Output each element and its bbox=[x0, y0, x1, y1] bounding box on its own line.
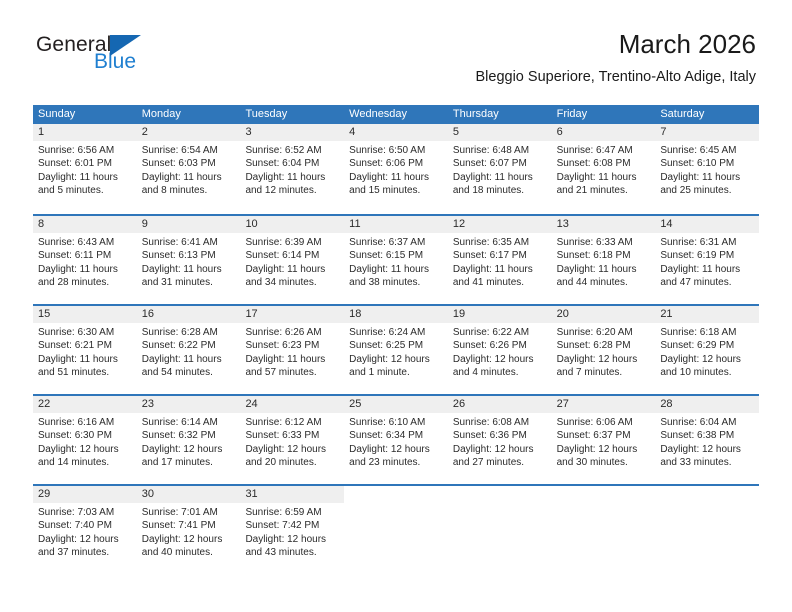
sunrise-text: Sunrise: 6:22 AM bbox=[452, 327, 530, 338]
calendar-day-cell[interactable] bbox=[33, 124, 137, 205]
daylight-text-line2: and 12 minutes. bbox=[245, 184, 317, 196]
day-number: 10 bbox=[240, 216, 344, 233]
daylight-text-line1: Daylight: 11 hours bbox=[660, 263, 741, 275]
day-cell-inner bbox=[552, 306, 656, 385]
day-number: 13 bbox=[552, 216, 656, 233]
day-number: 14 bbox=[655, 216, 759, 233]
day-details bbox=[240, 233, 344, 289]
daylight-text-line1: Daylight: 11 hours bbox=[556, 263, 637, 275]
day-details bbox=[344, 323, 448, 379]
day-details bbox=[552, 323, 656, 379]
day-cell-inner bbox=[240, 124, 344, 205]
day-details bbox=[655, 141, 759, 197]
sunrise-text: Sunrise: 6:30 AM bbox=[38, 327, 115, 338]
day-details bbox=[448, 323, 552, 379]
day-cell-inner bbox=[33, 486, 137, 565]
day-number: 27 bbox=[552, 396, 656, 413]
daylight-text-line1: Daylight: 11 hours bbox=[38, 263, 118, 275]
daylight-text-line1: Daylight: 11 hours bbox=[141, 263, 222, 275]
calendar-day-cell[interactable] bbox=[655, 216, 759, 295]
daylight-text-line2: and 54 minutes. bbox=[141, 366, 213, 378]
day-number bbox=[552, 486, 656, 503]
day-number: 8 bbox=[33, 216, 137, 233]
daylight-text-line2: and 23 minutes. bbox=[349, 456, 421, 468]
calendar-day-cell[interactable] bbox=[344, 216, 448, 295]
daylight-text-line1: Daylight: 12 hours bbox=[245, 533, 327, 545]
general-blue-logo bbox=[36, 34, 141, 73]
day-cell-inner bbox=[240, 216, 344, 295]
calendar-day-cell[interactable] bbox=[137, 216, 241, 295]
daylight-text-line2: and 31 minutes. bbox=[141, 276, 213, 288]
sunrise-text: Sunrise: 6:54 AM bbox=[141, 145, 218, 156]
daylight-text-line1: Daylight: 11 hours bbox=[141, 171, 222, 183]
location-subtitle: Bleggio Superiore, Trentino-Alto Adige, Italy bbox=[475, 68, 756, 85]
day-details bbox=[552, 413, 656, 469]
sunset-text: Sunset: 6:25 PM bbox=[349, 340, 424, 352]
calendar-day-cell[interactable] bbox=[344, 396, 448, 475]
daylight-text-line2: and 8 minutes. bbox=[141, 184, 208, 196]
calendar-week-row bbox=[33, 484, 759, 565]
daylight-text-line2: and 27 minutes. bbox=[452, 456, 525, 468]
day-details bbox=[240, 413, 344, 469]
day-cell-inner bbox=[344, 216, 448, 295]
sunrise-text: Sunrise: 6:04 AM bbox=[660, 417, 737, 428]
day-number bbox=[655, 486, 759, 503]
sunrise-text: Sunrise: 7:01 AM bbox=[141, 507, 218, 518]
daylight-text-line2: and 40 minutes. bbox=[141, 546, 213, 558]
sunset-text: Sunset: 6:18 PM bbox=[556, 250, 631, 262]
day-number: 31 bbox=[240, 486, 344, 503]
day-cell-inner bbox=[33, 306, 137, 385]
daylight-text-line2: and 34 minutes. bbox=[245, 276, 317, 288]
day-details bbox=[655, 233, 759, 289]
sunset-text: Sunset: 6:11 PM bbox=[38, 250, 112, 262]
day-number: 12 bbox=[448, 216, 552, 233]
sunrise-text: Sunrise: 6:37 AM bbox=[349, 237, 426, 248]
daylight-text-line2: and 44 minutes. bbox=[556, 276, 628, 288]
calendar-day-cell[interactable] bbox=[552, 306, 656, 385]
day-details bbox=[33, 503, 137, 559]
weekday-header-monday: Monday bbox=[141, 108, 181, 120]
day-cell-inner bbox=[552, 486, 656, 565]
sunrise-text: Sunrise: 6:12 AM bbox=[245, 417, 322, 428]
sunrise-text: Sunrise: 6:20 AM bbox=[556, 327, 633, 338]
sunset-text: Sunset: 6:03 PM bbox=[141, 158, 216, 170]
sunset-text: Sunset: 6:32 PM bbox=[141, 430, 216, 442]
day-details bbox=[552, 141, 656, 197]
sunrise-text: Sunrise: 6:31 AM bbox=[660, 237, 737, 248]
day-number: 5 bbox=[448, 124, 552, 141]
day-details bbox=[344, 413, 448, 469]
sunset-text: Sunset: 6:13 PM bbox=[141, 250, 216, 262]
daylight-text-line1: Daylight: 11 hours bbox=[245, 353, 326, 365]
day-cell-inner bbox=[344, 486, 448, 565]
calendar-day-cell[interactable] bbox=[137, 306, 241, 385]
sunrise-text: Sunrise: 6:16 AM bbox=[38, 417, 115, 428]
day-details bbox=[448, 413, 552, 469]
day-cell-inner bbox=[448, 486, 552, 565]
day-cell-inner bbox=[240, 396, 344, 475]
daylight-text-line2: and 1 minute. bbox=[349, 366, 410, 378]
day-details bbox=[137, 503, 241, 559]
calendar-day-cell[interactable] bbox=[655, 306, 759, 385]
daylight-text-line2: and 4 minutes. bbox=[452, 366, 519, 378]
sunrise-text: Sunrise: 6:06 AM bbox=[556, 417, 633, 428]
day-cell-inner bbox=[240, 306, 344, 385]
calendar-header-row bbox=[33, 105, 759, 124]
day-cell-inner bbox=[655, 124, 759, 205]
day-number: 3 bbox=[240, 124, 344, 141]
day-cell-inner bbox=[344, 306, 448, 385]
calendar-week-row bbox=[33, 124, 759, 205]
calendar-day-cell[interactable] bbox=[33, 216, 137, 295]
calendar-day-cell[interactable] bbox=[240, 486, 344, 565]
day-number: 21 bbox=[655, 306, 759, 323]
day-cell-inner bbox=[655, 306, 759, 385]
daylight-text-line1: Daylight: 11 hours bbox=[349, 171, 430, 183]
sunset-text: Sunset: 6:28 PM bbox=[556, 340, 631, 352]
day-number bbox=[448, 486, 552, 503]
daylight-text-line2: and 43 minutes. bbox=[245, 546, 317, 558]
calendar-day-cell[interactable] bbox=[240, 216, 344, 295]
daylight-text-line2: and 47 minutes. bbox=[660, 276, 732, 288]
day-cell-inner bbox=[344, 396, 448, 475]
sunset-text: Sunset: 6:19 PM bbox=[660, 250, 735, 262]
sunrise-text: Sunrise: 6:33 AM bbox=[556, 237, 633, 248]
sunset-text: Sunset: 6:04 PM bbox=[245, 158, 320, 170]
weekday-header-sunday: Sunday bbox=[38, 108, 76, 120]
daylight-text-line1: Daylight: 12 hours bbox=[660, 353, 741, 365]
daylight-text-line1: Daylight: 11 hours bbox=[141, 353, 222, 365]
day-cell-inner bbox=[655, 396, 759, 475]
sunrise-text: Sunrise: 6:26 AM bbox=[245, 327, 322, 338]
day-cell-inner bbox=[137, 486, 241, 565]
sunrise-text: Sunrise: 6:35 AM bbox=[452, 237, 530, 248]
daylight-text-line2: and 51 minutes. bbox=[38, 366, 110, 378]
daylight-text-line1: Daylight: 11 hours bbox=[452, 263, 533, 275]
daylight-text-line1: Daylight: 11 hours bbox=[349, 263, 430, 275]
sunrise-text: Sunrise: 6:10 AM bbox=[349, 417, 426, 428]
day-number: 1 bbox=[33, 124, 137, 141]
calendar-day-cell-empty bbox=[344, 486, 448, 565]
day-cell-inner bbox=[448, 396, 552, 475]
daylight-text-line2: and 17 minutes. bbox=[141, 456, 213, 468]
daylight-text-line2: and 18 minutes. bbox=[452, 184, 525, 196]
sunset-text: Sunset: 6:15 PM bbox=[349, 250, 424, 262]
sunrise-text: Sunrise: 6:08 AM bbox=[452, 417, 530, 428]
calendar-day-cell[interactable] bbox=[33, 306, 137, 385]
calendar-week-row bbox=[33, 214, 759, 295]
day-number: 9 bbox=[137, 216, 241, 233]
day-cell-inner bbox=[552, 396, 656, 475]
daylight-text-line1: Daylight: 12 hours bbox=[452, 443, 534, 455]
daylight-text-line2: and 14 minutes. bbox=[38, 456, 110, 468]
calendar-table bbox=[33, 105, 759, 565]
day-number: 4 bbox=[344, 124, 448, 141]
daylight-text-line2: and 25 minutes. bbox=[660, 184, 732, 196]
day-cell-inner bbox=[655, 216, 759, 295]
calendar-day-cell[interactable] bbox=[137, 124, 241, 205]
day-cell-inner bbox=[240, 486, 344, 565]
weekday-header-saturday: Saturday bbox=[660, 108, 705, 120]
day-details bbox=[33, 413, 137, 469]
day-details bbox=[655, 413, 759, 469]
calendar-day-cell[interactable] bbox=[344, 306, 448, 385]
day-details bbox=[344, 141, 448, 197]
day-number: 18 bbox=[344, 306, 448, 323]
sunrise-text: Sunrise: 6:48 AM bbox=[452, 145, 530, 156]
sunset-text: Sunset: 6:37 PM bbox=[556, 430, 631, 442]
calendar-day-cell[interactable] bbox=[33, 396, 137, 475]
calendar-day-cell[interactable] bbox=[655, 124, 759, 205]
sunset-text: Sunset: 6:36 PM bbox=[452, 430, 527, 442]
day-number: 30 bbox=[137, 486, 241, 503]
day-number: 22 bbox=[33, 396, 137, 413]
day-number: 26 bbox=[448, 396, 552, 413]
daylight-text-line2: and 21 minutes. bbox=[556, 184, 628, 196]
sunset-text: Sunset: 6:21 PM bbox=[38, 340, 112, 352]
daylight-text-line1: Daylight: 12 hours bbox=[556, 443, 638, 455]
daylight-text-line1: Daylight: 11 hours bbox=[38, 171, 118, 183]
day-details bbox=[33, 233, 137, 289]
day-number: 23 bbox=[137, 396, 241, 413]
day-details bbox=[552, 503, 656, 506]
day-details bbox=[448, 233, 552, 289]
sunrise-text: Sunrise: 6:43 AM bbox=[38, 237, 115, 248]
daylight-text-line1: Daylight: 11 hours bbox=[38, 353, 118, 365]
calendar-day-cell[interactable] bbox=[137, 486, 241, 565]
daylight-text-line1: Daylight: 12 hours bbox=[349, 443, 430, 455]
calendar-day-cell[interactable] bbox=[552, 124, 656, 205]
daylight-text-line2: and 10 minutes. bbox=[660, 366, 732, 378]
day-cell-inner bbox=[137, 124, 241, 205]
day-cell-inner bbox=[137, 306, 241, 385]
calendar-day-cell[interactable] bbox=[137, 396, 241, 475]
sunrise-text: Sunrise: 6:14 AM bbox=[141, 417, 218, 428]
calendar-week-row bbox=[33, 394, 759, 475]
triangle-flag-icon bbox=[110, 35, 141, 56]
day-number: 7 bbox=[655, 124, 759, 141]
weekday-header-tuesday: Tuesday bbox=[245, 108, 288, 120]
day-cell-inner bbox=[137, 396, 241, 475]
day-details bbox=[137, 141, 241, 197]
day-details bbox=[344, 503, 448, 506]
daylight-text-line1: Daylight: 12 hours bbox=[141, 533, 223, 545]
day-cell-inner bbox=[552, 124, 656, 205]
sunset-text: Sunset: 6:07 PM bbox=[452, 158, 527, 170]
sunrise-text: Sunrise: 6:24 AM bbox=[349, 327, 426, 338]
sunset-text: Sunset: 6:08 PM bbox=[556, 158, 631, 170]
day-cell-inner bbox=[33, 124, 137, 205]
calendar-day-cell-empty bbox=[448, 486, 552, 565]
weekday-header-wednesday: Wednesday bbox=[349, 108, 408, 120]
daylight-text-line1: Daylight: 12 hours bbox=[38, 533, 119, 545]
sunrise-text: Sunrise: 6:47 AM bbox=[556, 145, 633, 156]
calendar-day-cell[interactable] bbox=[448, 124, 552, 205]
day-cell-inner bbox=[655, 486, 759, 565]
day-details bbox=[33, 323, 137, 379]
weekday-header-thursday: Thursday bbox=[452, 108, 499, 120]
sunrise-text: Sunrise: 6:41 AM bbox=[141, 237, 218, 248]
day-cell-inner bbox=[33, 396, 137, 475]
day-number: 15 bbox=[33, 306, 137, 323]
daylight-text-line1: Daylight: 11 hours bbox=[452, 171, 533, 183]
sunrise-text: Sunrise: 6:56 AM bbox=[38, 145, 115, 156]
sunset-text: Sunset: 7:40 PM bbox=[38, 520, 112, 532]
daylight-text-line1: Daylight: 11 hours bbox=[556, 171, 637, 183]
day-details bbox=[240, 503, 344, 559]
daylight-text-line1: Daylight: 12 hours bbox=[141, 443, 223, 455]
sunset-text: Sunset: 6:33 PM bbox=[245, 430, 320, 442]
logo-text-general: General bbox=[36, 33, 112, 56]
daylight-text-line2: and 20 minutes. bbox=[245, 456, 317, 468]
day-details bbox=[448, 141, 552, 197]
sunrise-text: Sunrise: 6:59 AM bbox=[245, 507, 322, 518]
daylight-text-line1: Daylight: 12 hours bbox=[245, 443, 327, 455]
sunset-text: Sunset: 7:41 PM bbox=[141, 520, 216, 532]
calendar-day-cell[interactable] bbox=[240, 396, 344, 475]
calendar-day-cell[interactable] bbox=[448, 216, 552, 295]
day-cell-inner bbox=[448, 306, 552, 385]
calendar-day-cell-empty bbox=[552, 486, 656, 565]
calendar-day-cell[interactable] bbox=[552, 396, 656, 475]
daylight-text-line2: and 57 minutes. bbox=[245, 366, 317, 378]
daylight-text-line2: and 33 minutes. bbox=[660, 456, 732, 468]
calendar-day-cell[interactable] bbox=[655, 396, 759, 475]
sunset-text: Sunset: 6:29 PM bbox=[660, 340, 735, 352]
daylight-text-line2: and 41 minutes. bbox=[452, 276, 525, 288]
title-block bbox=[476, 30, 757, 86]
day-cell-inner bbox=[33, 216, 137, 295]
sunrise-text: Sunrise: 6:52 AM bbox=[245, 145, 322, 156]
day-details bbox=[137, 413, 241, 469]
logo-text-blue: Blue bbox=[94, 50, 137, 73]
day-number: 16 bbox=[137, 306, 241, 323]
calendar-day-cell[interactable] bbox=[240, 124, 344, 205]
sunset-text: Sunset: 6:01 PM bbox=[38, 158, 112, 170]
day-number: 25 bbox=[344, 396, 448, 413]
daylight-text-line2: and 30 minutes. bbox=[556, 456, 628, 468]
weekday-header-friday: Friday bbox=[556, 108, 588, 120]
daylight-text-line2: and 15 minutes. bbox=[349, 184, 421, 196]
day-number: 11 bbox=[344, 216, 448, 233]
daylight-text-line2: and 38 minutes. bbox=[349, 276, 421, 288]
daylight-text-line2: and 5 minutes. bbox=[38, 184, 104, 196]
calendar-day-cell-empty bbox=[655, 486, 759, 565]
day-number: 24 bbox=[240, 396, 344, 413]
daylight-text-line1: Daylight: 12 hours bbox=[556, 353, 638, 365]
sunrise-text: Sunrise: 6:50 AM bbox=[349, 145, 426, 156]
day-cell-inner bbox=[137, 216, 241, 295]
sunrise-text: Sunrise: 6:45 AM bbox=[660, 145, 737, 156]
sunset-text: Sunset: 7:42 PM bbox=[245, 520, 320, 532]
day-cell-inner bbox=[344, 124, 448, 205]
sunset-text: Sunset: 6:10 PM bbox=[660, 158, 735, 170]
sunset-text: Sunset: 6:23 PM bbox=[245, 340, 320, 352]
sunset-text: Sunset: 6:17 PM bbox=[452, 250, 527, 262]
sunset-text: Sunset: 6:30 PM bbox=[38, 430, 112, 442]
sunset-text: Sunset: 6:22 PM bbox=[141, 340, 216, 352]
day-details bbox=[344, 233, 448, 289]
day-details bbox=[552, 233, 656, 289]
day-number: 20 bbox=[552, 306, 656, 323]
calendar-day-cell[interactable] bbox=[552, 216, 656, 295]
day-number: 29 bbox=[33, 486, 137, 503]
day-details bbox=[240, 141, 344, 197]
calendar-day-cell[interactable] bbox=[448, 396, 552, 475]
calendar-day-cell[interactable] bbox=[33, 486, 137, 565]
daylight-text-line1: Daylight: 12 hours bbox=[349, 353, 430, 365]
day-cell-inner bbox=[448, 124, 552, 205]
day-details bbox=[655, 503, 759, 506]
sunset-text: Sunset: 6:06 PM bbox=[349, 158, 424, 170]
daylight-text-line1: Daylight: 12 hours bbox=[660, 443, 741, 455]
daylight-text-line2: and 7 minutes. bbox=[556, 366, 623, 378]
page-header bbox=[0, 0, 792, 85]
day-details bbox=[137, 323, 241, 379]
day-cell-inner bbox=[552, 216, 656, 295]
sunset-text: Sunset: 6:26 PM bbox=[452, 340, 527, 352]
day-number: 17 bbox=[240, 306, 344, 323]
day-details bbox=[137, 233, 241, 289]
day-details bbox=[655, 323, 759, 379]
calendar-day-cell[interactable] bbox=[344, 124, 448, 205]
sunrise-text: Sunrise: 6:18 AM bbox=[660, 327, 737, 338]
calendar-weeks bbox=[33, 124, 759, 565]
daylight-text-line1: Daylight: 11 hours bbox=[245, 263, 326, 275]
calendar-week-row bbox=[33, 304, 759, 385]
daylight-text-line1: Daylight: 11 hours bbox=[660, 171, 741, 183]
day-details bbox=[448, 503, 552, 506]
day-number: 6 bbox=[552, 124, 656, 141]
daylight-text-line2: and 37 minutes. bbox=[38, 546, 110, 558]
page-title: March 2026 bbox=[618, 29, 756, 59]
day-number bbox=[344, 486, 448, 503]
sunset-text: Sunset: 6:34 PM bbox=[349, 430, 424, 442]
daylight-text-line1: Daylight: 12 hours bbox=[38, 443, 119, 455]
sunrise-text: Sunrise: 7:03 AM bbox=[38, 507, 115, 518]
day-number: 28 bbox=[655, 396, 759, 413]
calendar-day-cell[interactable] bbox=[240, 306, 344, 385]
daylight-text-line2: and 28 minutes. bbox=[38, 276, 110, 288]
day-details bbox=[240, 323, 344, 379]
sunset-text: Sunset: 6:38 PM bbox=[660, 430, 735, 442]
calendar-day-cell[interactable] bbox=[448, 306, 552, 385]
daylight-text-line1: Daylight: 12 hours bbox=[452, 353, 534, 365]
day-number: 2 bbox=[137, 124, 241, 141]
sunset-text: Sunset: 6:14 PM bbox=[245, 250, 320, 262]
daylight-text-line1: Daylight: 11 hours bbox=[245, 171, 326, 183]
sunrise-text: Sunrise: 6:39 AM bbox=[245, 237, 322, 248]
sunrise-text: Sunrise: 6:28 AM bbox=[141, 327, 218, 338]
day-cell-inner bbox=[448, 216, 552, 295]
day-number: 19 bbox=[448, 306, 552, 323]
day-details bbox=[33, 141, 137, 197]
